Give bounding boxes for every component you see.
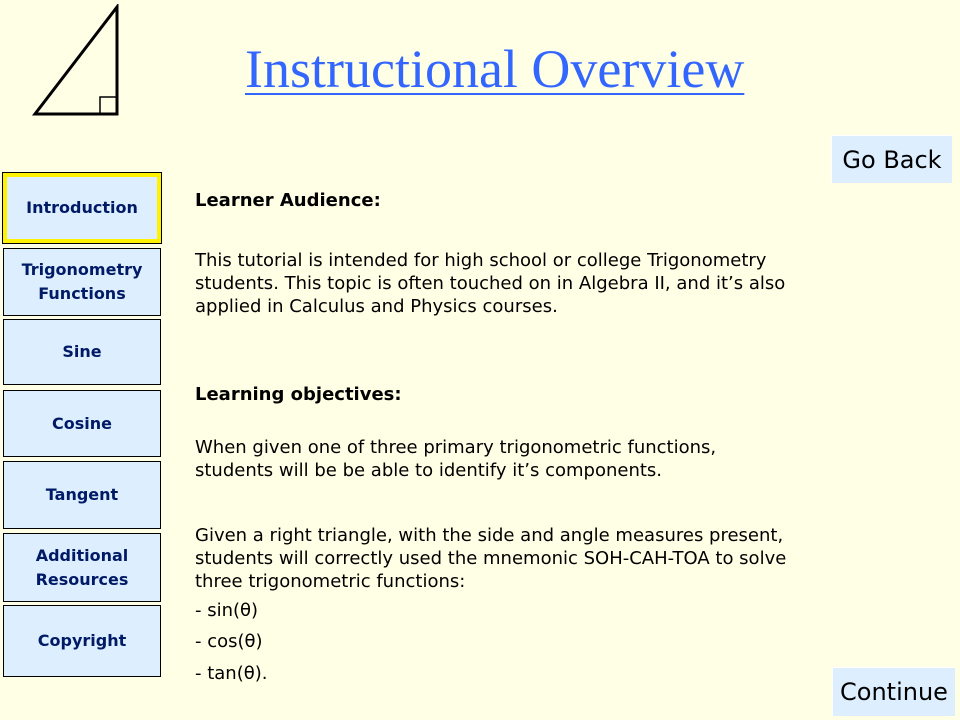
function-sin: - sin(θ) [195,600,259,621]
function-tan: - tan(θ). [195,663,268,684]
page-title[interactable]: Instructional Overview [245,39,745,99]
nav-trigonometry-functions[interactable]: Trigonometry Functions [3,248,161,316]
nav-introduction[interactable]: Introduction [3,173,161,243]
nav-copyright[interactable]: Copyright [3,605,161,677]
right-triangle-icon [30,4,122,118]
function-cos: - cos(θ) [195,631,263,652]
nav-sine[interactable]: Sine [3,319,161,385]
audience-text: This tutorial is intended for high school or college Trigonometry students. This topic is often touched on in Algebra II, and it’s also applied in Calculus and Physics courses. [195,250,786,317]
objectives-heading: Learning objectives: [195,384,402,405]
nav-additional-resources[interactable]: Additional Resources [3,533,161,602]
go-back-button[interactable]: Go Back [831,135,952,183]
continue-button[interactable]: Continue [832,667,955,716]
objective-identify: When given one of three primary trigonometric functions, students will be be able to identify it’s components. [195,437,717,481]
audience-heading: Learner Audience: [195,190,381,211]
nav-tangent[interactable]: Tangent [3,461,161,529]
objective-mnemonic: Given a right triangle, with the side and angle measures present, students will correctly used the mnemonic SOH-CAH-TOA to solve three trigonometric functions: [195,525,787,592]
nav-cosine[interactable]: Cosine [3,390,161,457]
